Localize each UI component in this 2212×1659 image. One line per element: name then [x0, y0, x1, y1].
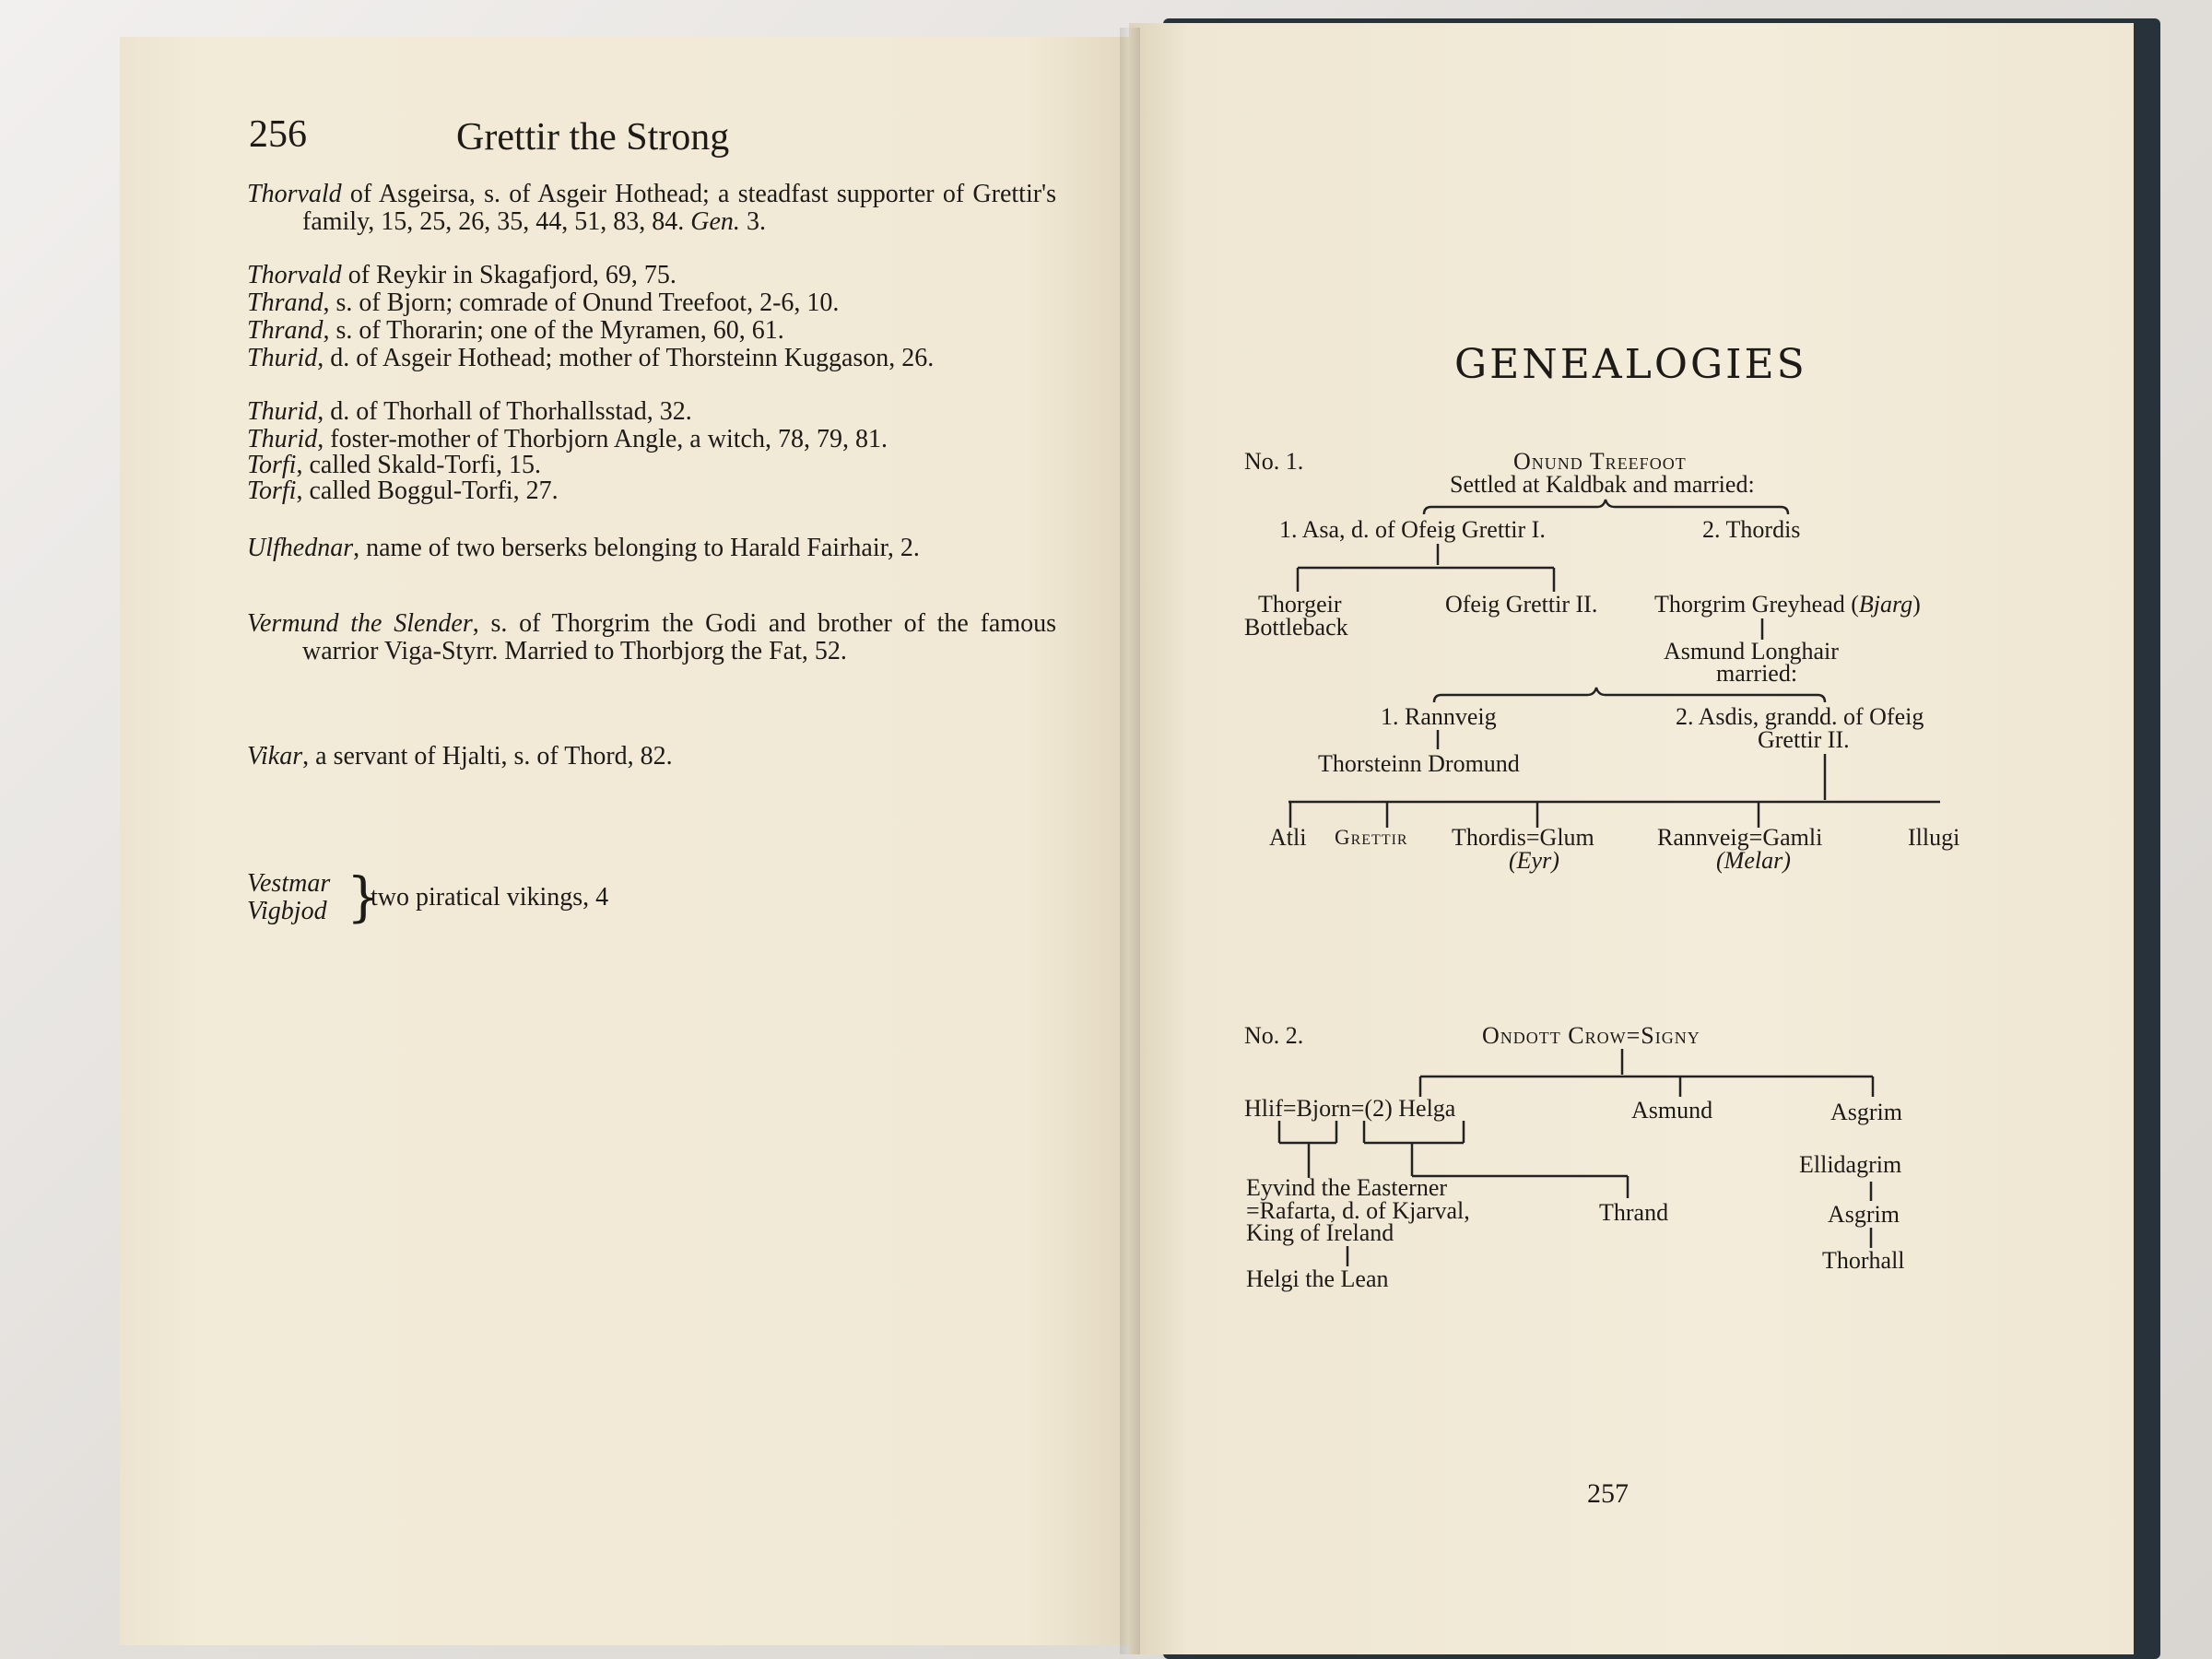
- index-entry: [247, 398, 1056, 426]
- spouse-name: =Glum: [1525, 824, 1594, 851]
- entry-text: , d. of Thorhall of Thorhallsstad, 32.: [317, 397, 692, 426]
- person-name: Thordis: [1452, 824, 1526, 851]
- spouse-name: =Signy: [1626, 1022, 1700, 1049]
- tree1-root-note: Settled at Kaldbak and married:: [1450, 471, 1755, 498]
- tree2-thorhall: Thorhall: [1822, 1247, 1905, 1274]
- tree1-asdis: 2. Asdis, grandd. of Ofeig: [1676, 703, 1924, 730]
- tree2-helgi: Helgi the Lean: [1246, 1265, 1389, 1292]
- entry-name: Torfi: [247, 477, 297, 505]
- entry-name: Thurid: [247, 344, 318, 372]
- tree1-melar: (Melar): [1716, 847, 1791, 874]
- tree1-ofeig2: Ofeig Grettir II.: [1445, 591, 1598, 618]
- tree1-thorsteinn: Thorsteinn Dromund: [1318, 750, 1520, 777]
- tree2-ellidagrim: Ellidagrim: [1799, 1151, 1902, 1178]
- tree2-asgrim-son: Asgrim: [1828, 1201, 1900, 1228]
- tree1-thorgrim: [1654, 593, 1921, 617]
- tree2-asmund: Asmund: [1631, 1097, 1713, 1124]
- tree1-thorgeir: Thorgeir: [1258, 591, 1342, 618]
- right-brace-glyph: }: [347, 865, 381, 928]
- entry-name: Vikar: [247, 742, 303, 771]
- brace-names: [247, 870, 330, 925]
- entry-text: , name of two berserks belonging to Harald Fairhair, 2.: [353, 534, 920, 562]
- index-entry: [247, 317, 1056, 345]
- tree2-rafarta: =Rafarta, d. of Kjarval,: [1246, 1197, 1470, 1224]
- place-name: Bjarg: [1858, 591, 1913, 618]
- tree1-grettir: Grettir: [1335, 826, 1408, 849]
- tree1-eyr: (Eyr): [1509, 847, 1559, 874]
- index-entry: [247, 610, 1056, 665]
- person-name: Ondott Crow: [1482, 1022, 1627, 1049]
- tree2-root: [1482, 1024, 1700, 1048]
- tree1-wife1: 1. Asa, d. of Ofeig Grettir I.: [1279, 516, 1546, 543]
- index-entry: [247, 262, 1056, 289]
- index-entry: [247, 426, 1056, 453]
- book-gutter: [1120, 28, 1140, 1654]
- tree1-bottleback: Bottleback: [1244, 614, 1348, 641]
- tree1-asdis-cont: Grettir II.: [1758, 726, 1850, 753]
- index-entry: [247, 535, 1056, 562]
- tree1-asmund: Asmund Longhair: [1664, 638, 1839, 665]
- index-entry: [247, 743, 1056, 771]
- index-entry: [247, 289, 1056, 317]
- brace-name: Vigbjod: [247, 897, 327, 925]
- spouse-name: =Gamli: [1748, 824, 1823, 851]
- entry-name: Thorvald: [247, 261, 342, 289]
- person-name: Rannveig: [1657, 824, 1749, 851]
- tree2-king-ireland: King of Ireland: [1246, 1219, 1394, 1246]
- entry-name: Thurid: [247, 397, 318, 426]
- entry-name: Thurid: [247, 425, 318, 453]
- index-entry: [247, 181, 1056, 236]
- entry-text: , d. of Asgeir Hothead; mother of Thorsteinn Kuggason, 26.: [317, 344, 935, 372]
- entry-text: , s. of Bjorn; comrade of Onund Treefoot, 2-6, 10.: [323, 288, 840, 317]
- index-entry: [247, 477, 1056, 505]
- entry-name: Vermund the Slender: [247, 609, 473, 638]
- entry-name: Thrand: [247, 316, 324, 345]
- entry-gen-ref: Gen.: [690, 207, 740, 236]
- running-title: Grettir the Strong: [456, 116, 730, 159]
- right-page-number: 257: [1587, 1478, 1629, 1509]
- tree2-eyvind: Eyvind the Easterner: [1246, 1174, 1448, 1201]
- entry-gen-num: 3.: [739, 207, 766, 236]
- closing-paren: ): [1912, 591, 1921, 618]
- entry-text: of Asgeirsa, s. of Asgeir Hothead; a steadfast supporter of Grettir's family, 15, 25, 26, 35, 44, 51, 83, 84.: [302, 180, 1056, 236]
- entry-name: Thrand: [247, 288, 324, 317]
- tree2-number: No. 2.: [1244, 1022, 1304, 1049]
- tree2-thrand: Thrand: [1599, 1199, 1669, 1226]
- brace-text: two piratical vikings, 4: [371, 883, 609, 912]
- tree2-hlif-bjorn-helga: Hlif=Bjorn=(2) Helga: [1244, 1095, 1456, 1122]
- entry-text: , called Boggul-Torfi, 27.: [296, 477, 559, 505]
- brace-entry: [247, 865, 1001, 935]
- tree1-atli: Atli: [1269, 824, 1307, 851]
- tree1-rannveig: 1. Rannveig: [1381, 703, 1497, 730]
- entry-name: Thorvald: [247, 180, 342, 208]
- tree2-asgrim: Asgrim: [1830, 1099, 1902, 1125]
- entry-text: , s. of Thorarin; one of the Myramen, 60, 61.: [323, 316, 784, 345]
- index-entry: [247, 452, 1056, 479]
- tree1-number: No. 1.: [1244, 448, 1304, 475]
- entry-text: , foster-mother of Thorbjorn Angle, a witch, 78, 79, 81.: [317, 425, 888, 453]
- entry-text: , s. of Thorgrim the Godi and brother of the famous warrior Viga-Styrr. Married to Thorbjorg the Fat, 52.: [302, 609, 1056, 665]
- brace-name: Vestmar: [247, 869, 331, 898]
- tree1-wife2: 2. Thordis: [1702, 516, 1801, 543]
- entry-text: , called Skald-Torfi, 15.: [296, 451, 541, 479]
- entry-text: , a servant of Hjalti, s. of Thord, 82.: [302, 742, 673, 771]
- tree1-asmund-married: married:: [1716, 660, 1798, 687]
- left-page-number: 256: [249, 113, 307, 156]
- person-name: Thorgrim Greyhead (: [1654, 591, 1859, 618]
- genealogies-heading: GENEALOGIES: [1454, 341, 1807, 388]
- tree1-illugi: Illugi: [1908, 824, 1960, 851]
- entry-name: Ulfhednar: [247, 534, 354, 562]
- tree1-root: Onund Treefoot: [1513, 448, 1687, 475]
- entry-name: Torfi: [247, 451, 297, 479]
- index-entry: [247, 345, 1056, 372]
- entry-text: of Reykir in Skagafjord, 69, 75.: [341, 261, 677, 289]
